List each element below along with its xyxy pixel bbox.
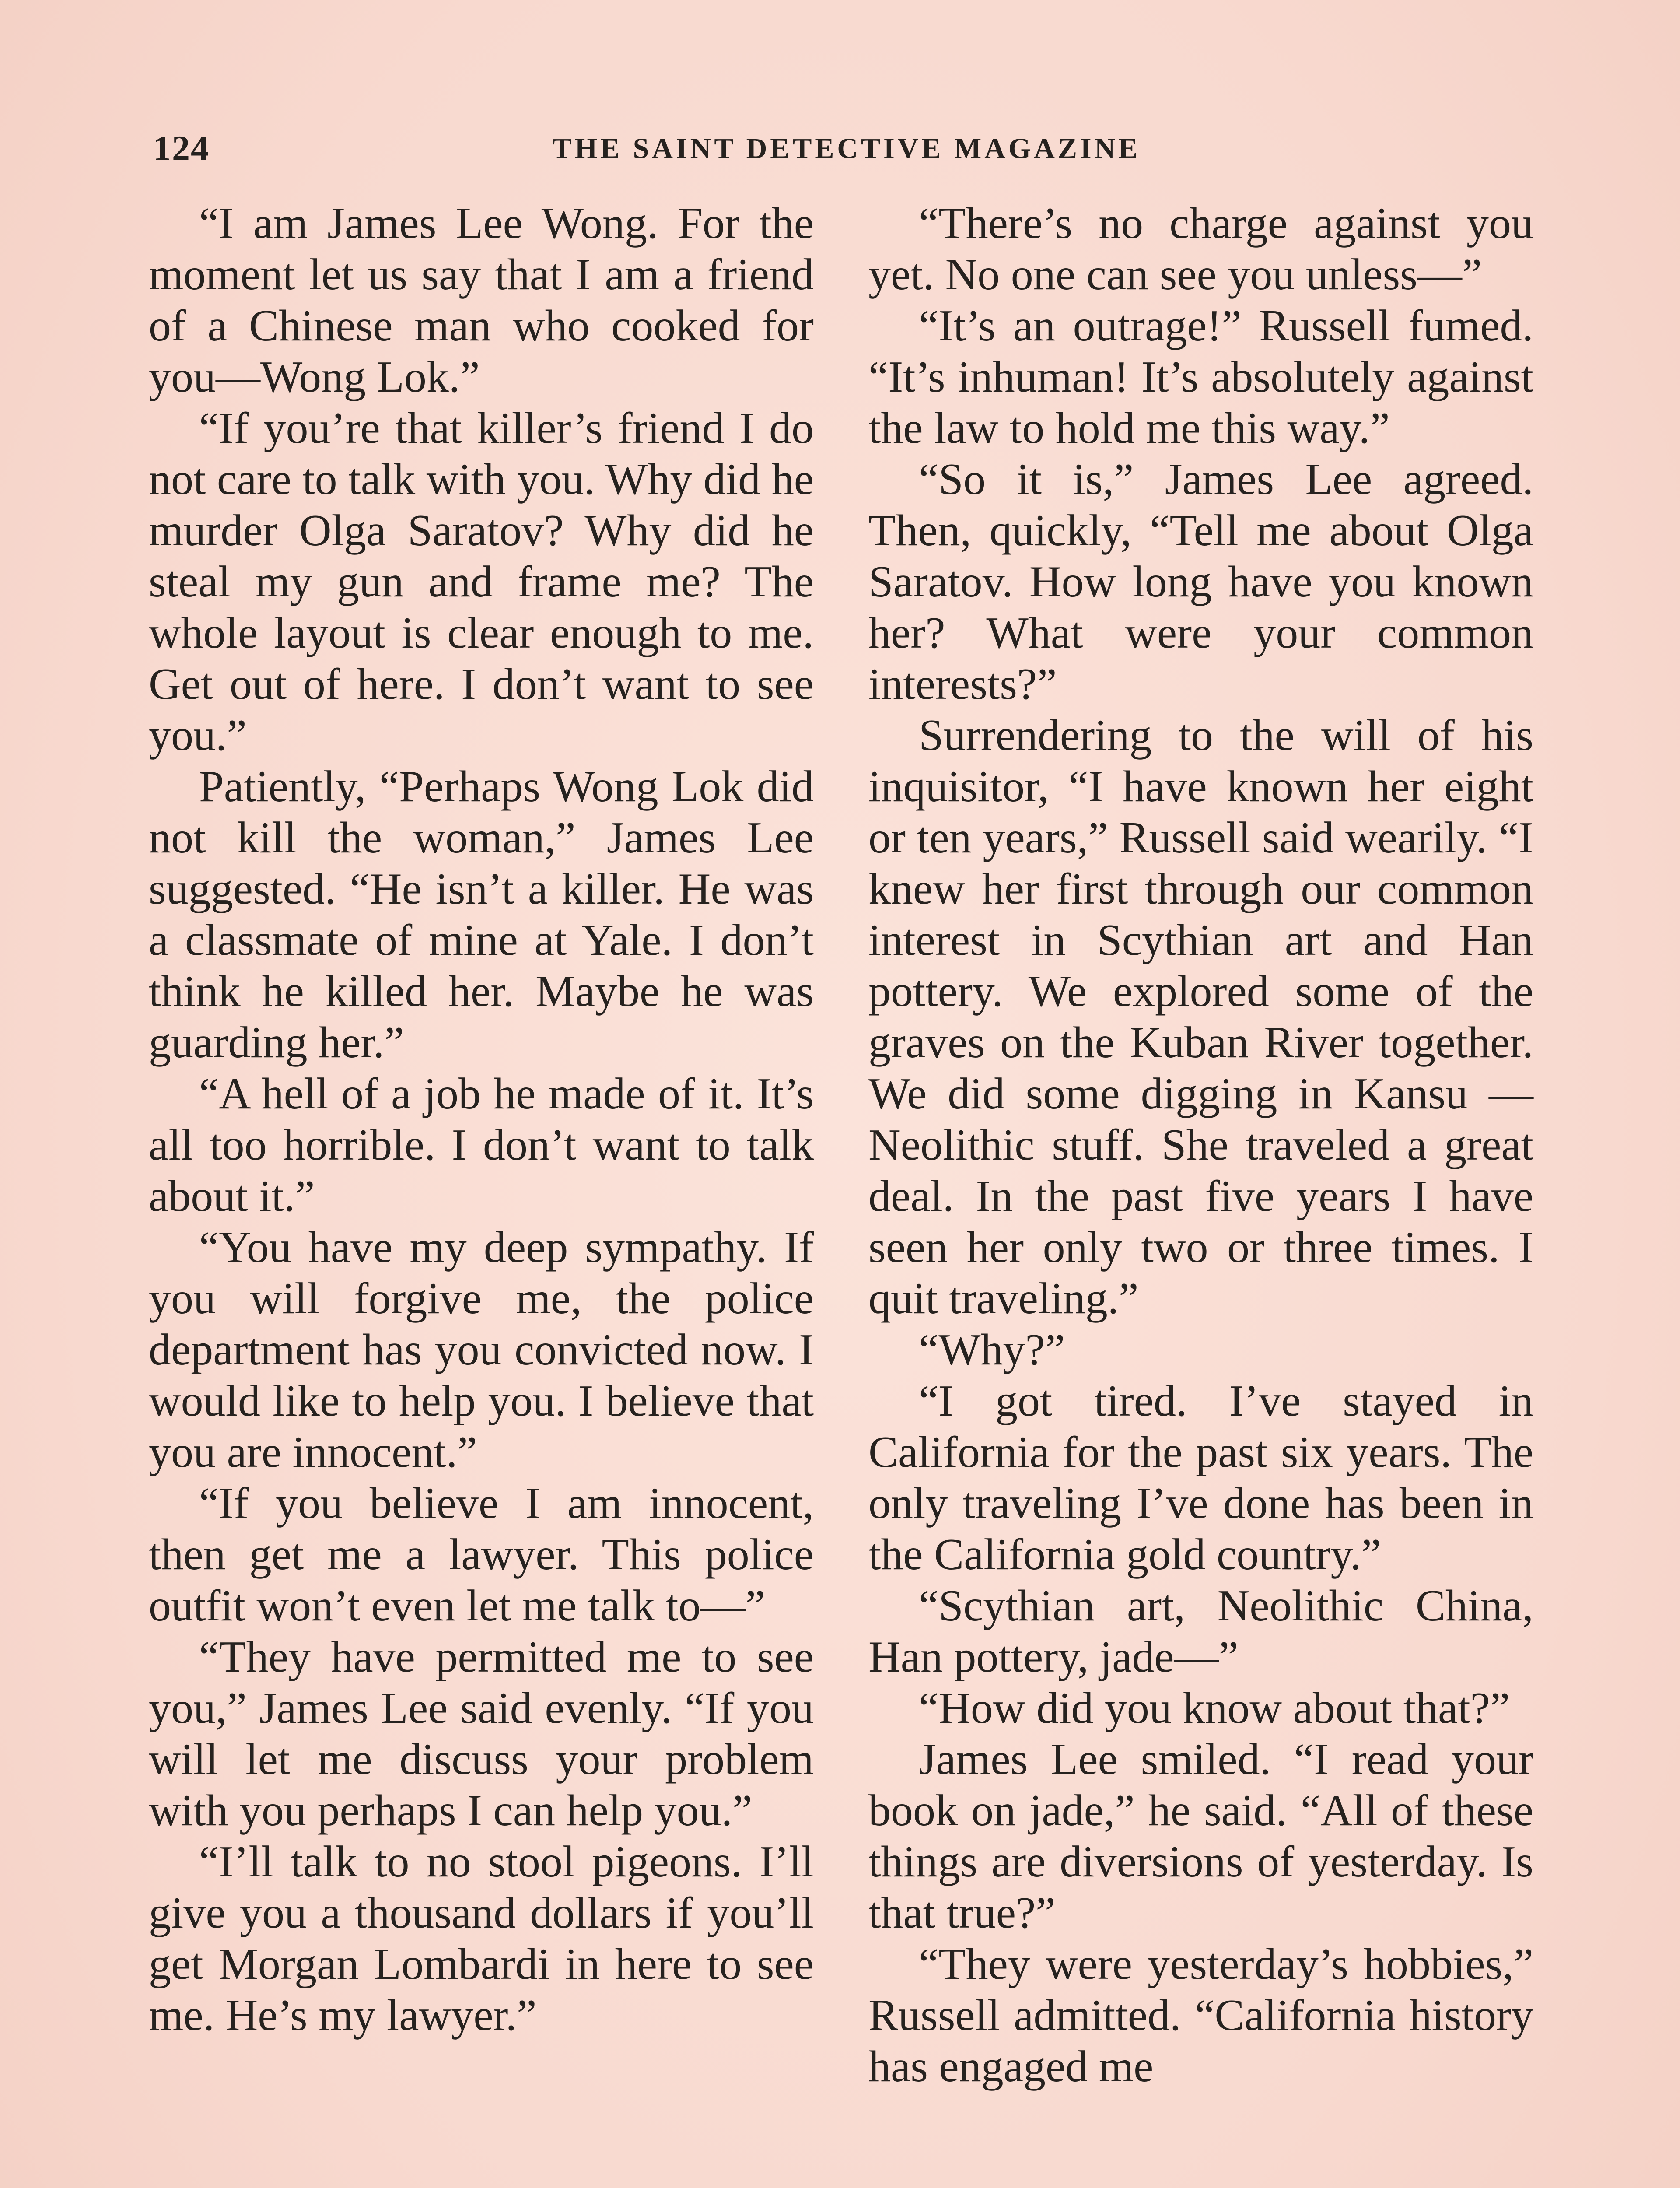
paragraph: “A hell of a job he made of it. It’s all too horrible. I don’t want to talk about it.”: [149, 1069, 814, 1221]
paragraph: “Why?”: [919, 1325, 1065, 1375]
paragraph: James Lee smiled. “I read your book on jade,” he said. “All of these things are diversions of yesterday. Is that true?”: [868, 1735, 1533, 1938]
left-column: [149, 198, 814, 2041]
paragraph: “I got tired. I’ve stayed in California for the past six years. The only traveling I’ve done has been in the California gold country.”: [868, 1376, 1533, 1579]
page-header: [153, 128, 1540, 176]
paragraph: “If you believe I am innocent, then get me a lawyer. This police outfit won’t even let me talk to—”: [149, 1479, 814, 1630]
paragraph: “How did you know about that?”: [919, 1683, 1510, 1733]
right-column: [868, 198, 1533, 2092]
paragraph: “There’s no charge against you yet. No one can see you unless—”: [868, 199, 1533, 299]
paragraph: “If you’re that killer’s friend I do not care to talk with you. Why did he murder Olga Saratov? Why did he steal my gun and frame me? The whole layout is clear enough to me. Get out of here. I don’t want to see you.”: [149, 403, 814, 760]
paragraph: Patiently, “Perhaps Wong Lok did not kill the woman,” James Lee suggested. “He isn’t a killer. He was a classmate of mine at Yale. I don’t think he killed her. Maybe he was guarding her.”: [149, 762, 814, 1067]
paragraph: Surrendering to the will of his inquisitor, “I have known her eight or ten years,” Russell said wearily. “I knew her first through our common interest in Scythian art and Han pottery. We explored some of the graves on the Kuban River together. We did some digging in Kansu —Neolithic stuff. She traveled a great deal. In the past five years I have seen her only two or three times. I quit traveling.”: [868, 711, 1533, 1323]
paragraph: “So it is,” James Lee agreed. Then, quickly, “Tell me about Olga Saratov. How long have you known her? What were your common interests?”: [868, 455, 1533, 709]
paragraph: “It’s an outrage!” Russell fumed. “It’s inhuman! It’s absolutely against the law to hold me this way.”: [868, 301, 1533, 453]
paragraph: “You have my deep sympathy. If you will forgive me, the police department has you convicted now. I would like to help you. I believe that you are innocent.”: [149, 1223, 814, 1477]
paragraph: “I am James Lee Wong. For the moment let us say that I am a friend of a Chinese man who cooked for you—Wong Lok.”: [149, 199, 814, 402]
paragraph: “Scythian art, Neolithic China, Han pottery, jade—”: [868, 1581, 1533, 1682]
paragraph: “They were yesterday’s hobbies,” Russell admitted. “California history has engaged me: [868, 1939, 1533, 2091]
paragraph: “I’ll talk to no stool pigeons. I’ll give you a thousand dollars if you’ll get Morgan Lombardi in here to see me. He’s my lawyer.”: [149, 1837, 814, 2040]
page-number: 124: [153, 128, 210, 168]
running-title: THE SAINT DETECTIVE MAGAZINE: [552, 133, 1141, 165]
paragraph: “They have permitted me to see you,” James Lee said evenly. “If you will let me discuss your problem with you perhaps I can help you.”: [149, 1632, 814, 1835]
